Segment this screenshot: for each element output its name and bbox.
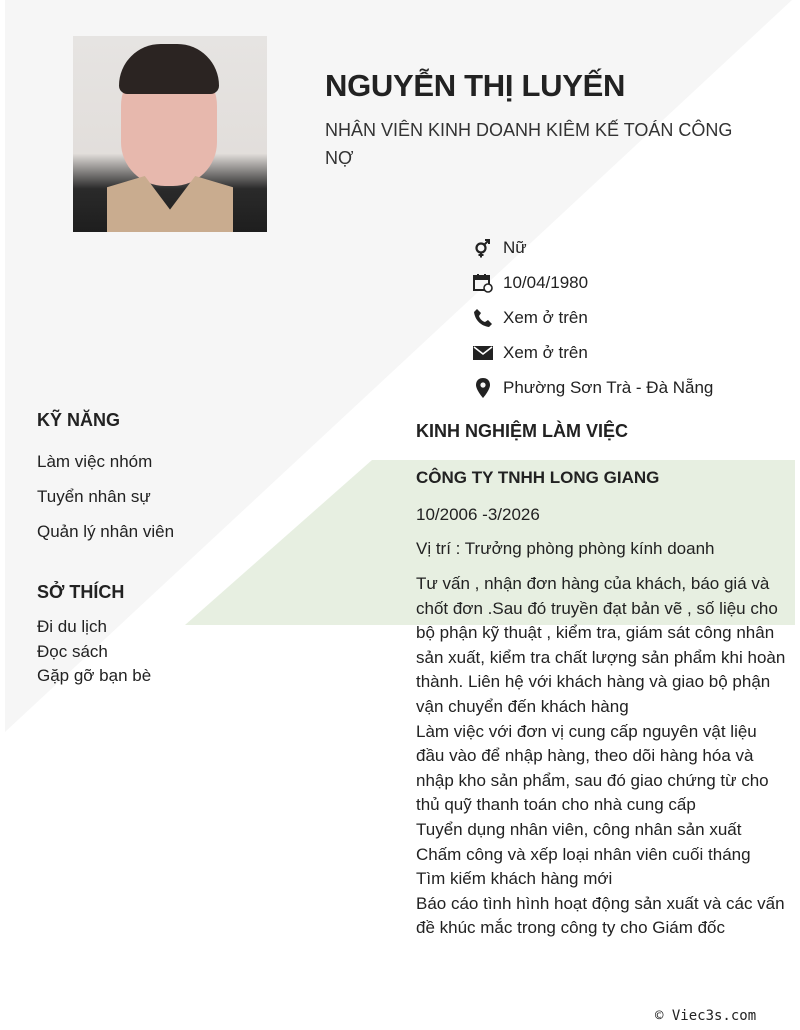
skill-item: Làm việc nhóm [37,452,153,471]
description-line: Làm việc với đơn vị cung cấp nguyên vật liệu đầu vào để nhập hàng, theo dõi hàng hóa và nhập kho sản phẩm, sau đó giao chứng từ cho thủ quỹ thanh toán cho nhà cung cấp [416,721,769,815]
calendar-icon [472,272,494,294]
skill-item: Quản lý nhân viên [37,522,175,541]
phone-value: Xem ở trên [503,307,588,327]
info-address [472,370,713,405]
position: Vị trí : Trưởng phòng phòng kính doanh [416,539,715,558]
experience-entry [416,464,786,941]
skills-list [37,450,174,555]
birthday-value: 10/04/1980 [503,272,589,292]
address-value: Phường Sơn Trà - Đà Nẵng [503,377,714,397]
personal-info [472,230,713,405]
hobbies-heading: SỞ THÍCH [37,582,125,602]
employment-period: 10/2006 -3/2026 [416,505,540,524]
candidate-name: NGUYỄN THỊ LUYẾN [325,68,626,103]
job-description [416,572,786,941]
description-line: Tư vấn , nhận đơn hàng của khách, báo giá và chốt đơn .Sau đó truyền đạt bản vẽ , số liệu cho bộ phận kỹ thuật , kiểm tra, giám sát công nhân sản xuất, kiểm tra chất lượng sản phẩm khi hoàn thành. Liên hệ với khách hàng và giao bộ phận vận chuyển đến khách hàng [416,574,786,716]
description-line: Báo cáo tình hình hoạt động sản xuất và các vấn đề khúc mắc trong công ty cho Giám đốc [416,893,785,938]
job-title: NHÂN VIÊN KINH DOANH KIÊM KẾ TOÁN CÔNG NỢ [325,120,733,168]
email-icon [472,342,494,364]
gender-value: Nữ [503,237,527,257]
phone-icon [472,307,494,329]
hobby-item: Gặp gỡ bạn bè [37,666,152,685]
profile-photo [73,36,267,232]
gender-icon [472,237,494,259]
info-email [472,335,713,370]
info-gender [472,230,713,265]
info-phone [472,300,713,335]
experience-heading: KINH NGHIỆM LÀM VIỆC [416,421,629,441]
email-value: Xem ở trên [503,342,588,362]
company-name: CÔNG TY TNHH LONG GIANG [416,468,660,487]
hobby-item: Đọc sách [37,641,108,661]
info-birthday [472,265,713,300]
skill-item: Tuyển nhân sự [37,487,151,506]
description-line: Tìm kiếm khách hàng mới [416,869,613,889]
skills-heading: KỸ NĂNG [37,410,121,430]
location-icon [472,377,494,399]
description-line: Tuyển dụng nhân viên, công nhân sản xuất [416,819,742,839]
description-line: Chấm công và xếp loại nhân viên cuối tháng [416,844,751,864]
copyright-footer: © Viec3s.com [655,1008,757,1024]
hobbies-list [37,615,151,689]
hobby-item: Đi du lịch [37,617,107,636]
